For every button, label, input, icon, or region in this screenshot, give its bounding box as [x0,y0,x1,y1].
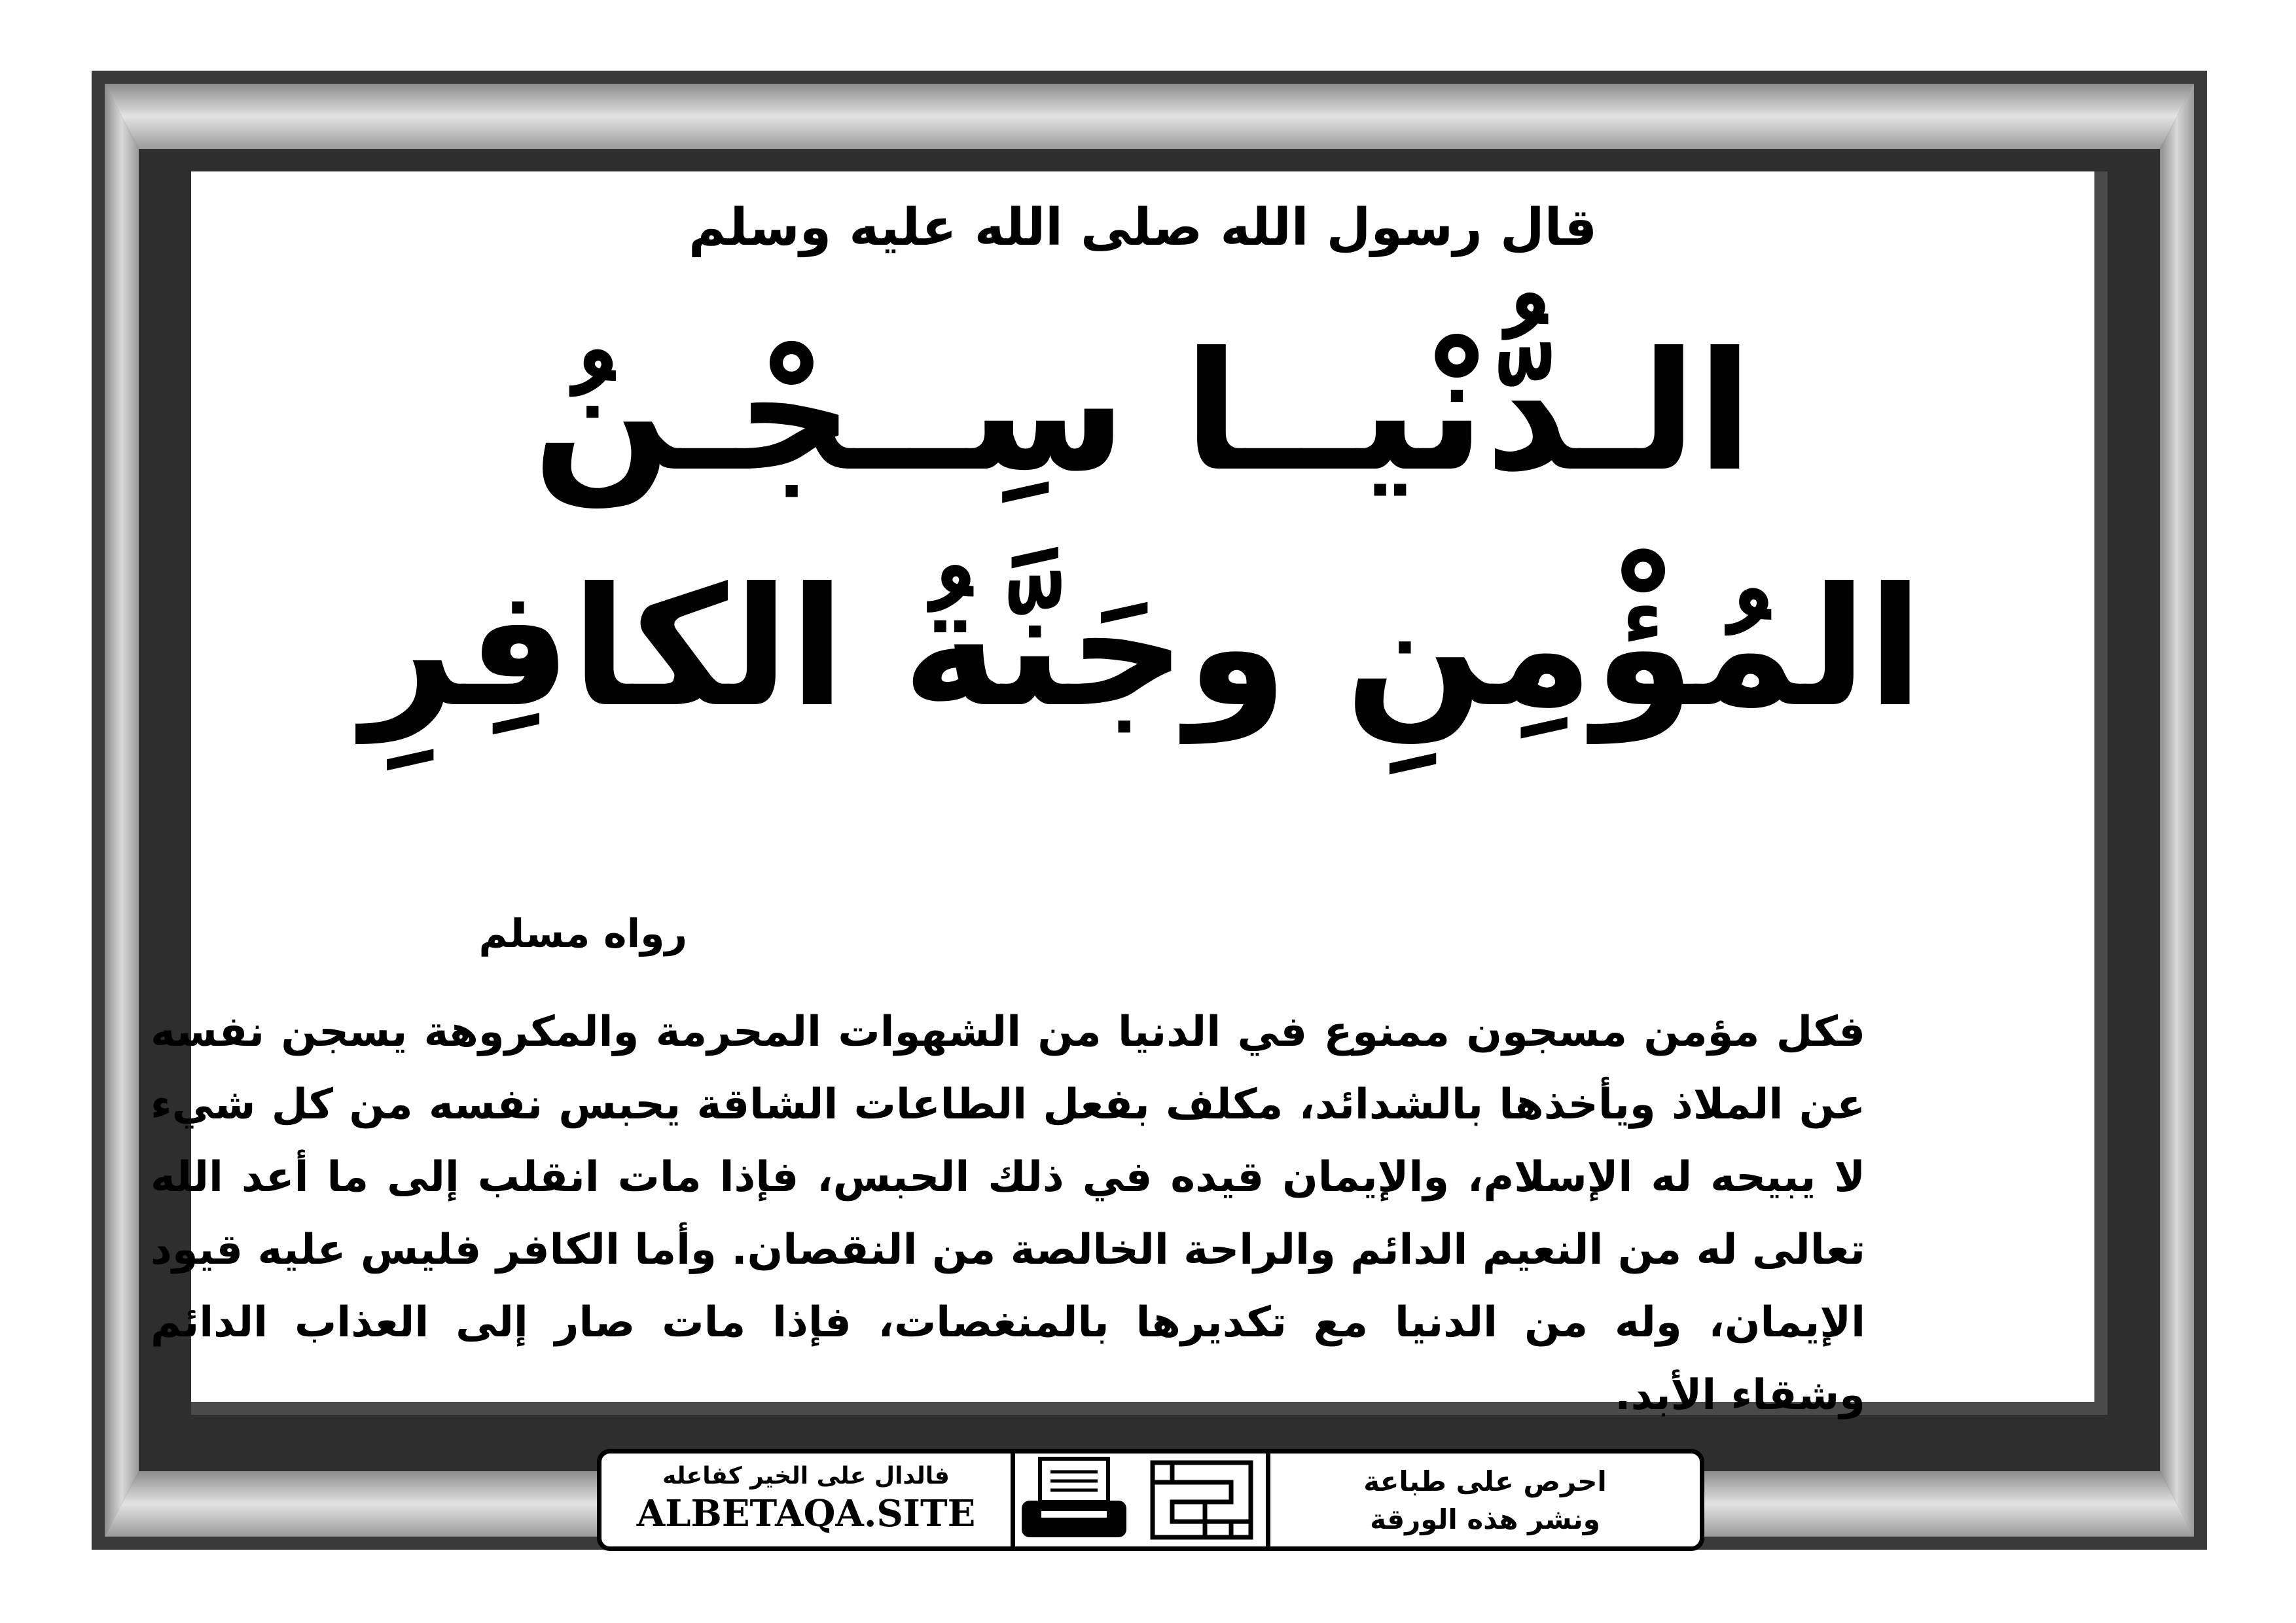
explanation-paragraph: فكل مؤمن مسجون ممنوع في الدنيا من الشهوات المحرمة والمكروهة يسجن نفسه عن الملاذ ويأخذها بالشدائد، مكلف بفعل الطاعات الشاقة يحبس نفسه من كل شيء لا يبيحه له الإسلام، والإيمان قيده في ذلك الحبس، فإذا مات انقلب إلى ما أعد الله تعالى له من النعيم الدائم والراحة الخالصة من النقصان. وأما الكافر فليس عليه قيود الإيمان، وله من الدنيا مع تكديرها بالمنغصات، فإذا مات صار إلى العذاب الدائم وشقاء الأبد. [151,1008,1865,1419]
site-tagline: فالدال على الخير كفاعله [662,1463,950,1489]
hadith-source: رواه مسلم [478,911,687,957]
printer-icon [1015,1454,1133,1546]
site-box [601,1454,1015,1546]
print-note [1270,1454,1700,1546]
hadith-card [151,171,2094,1419]
headline-line-2: المُؤْمِنِ وجَنَّةُ الكافِرِ [362,552,1924,743]
site-url[interactable]: ALBETAQA.SITE [636,1492,976,1535]
print-note-line-2: ونشر هذه الورقة [1370,1503,1600,1535]
print-note-line-1: احرص على طباعة [1363,1465,1607,1497]
headline-line-1: الـدُّنْيــا سِــجْـنُ [532,317,1753,507]
dawat-alwaraqa-logo [1133,1454,1270,1546]
intro-text: قال رسول الله صلى الله عليه وسلم [688,198,1598,257]
footer-bar [597,1449,1704,1551]
